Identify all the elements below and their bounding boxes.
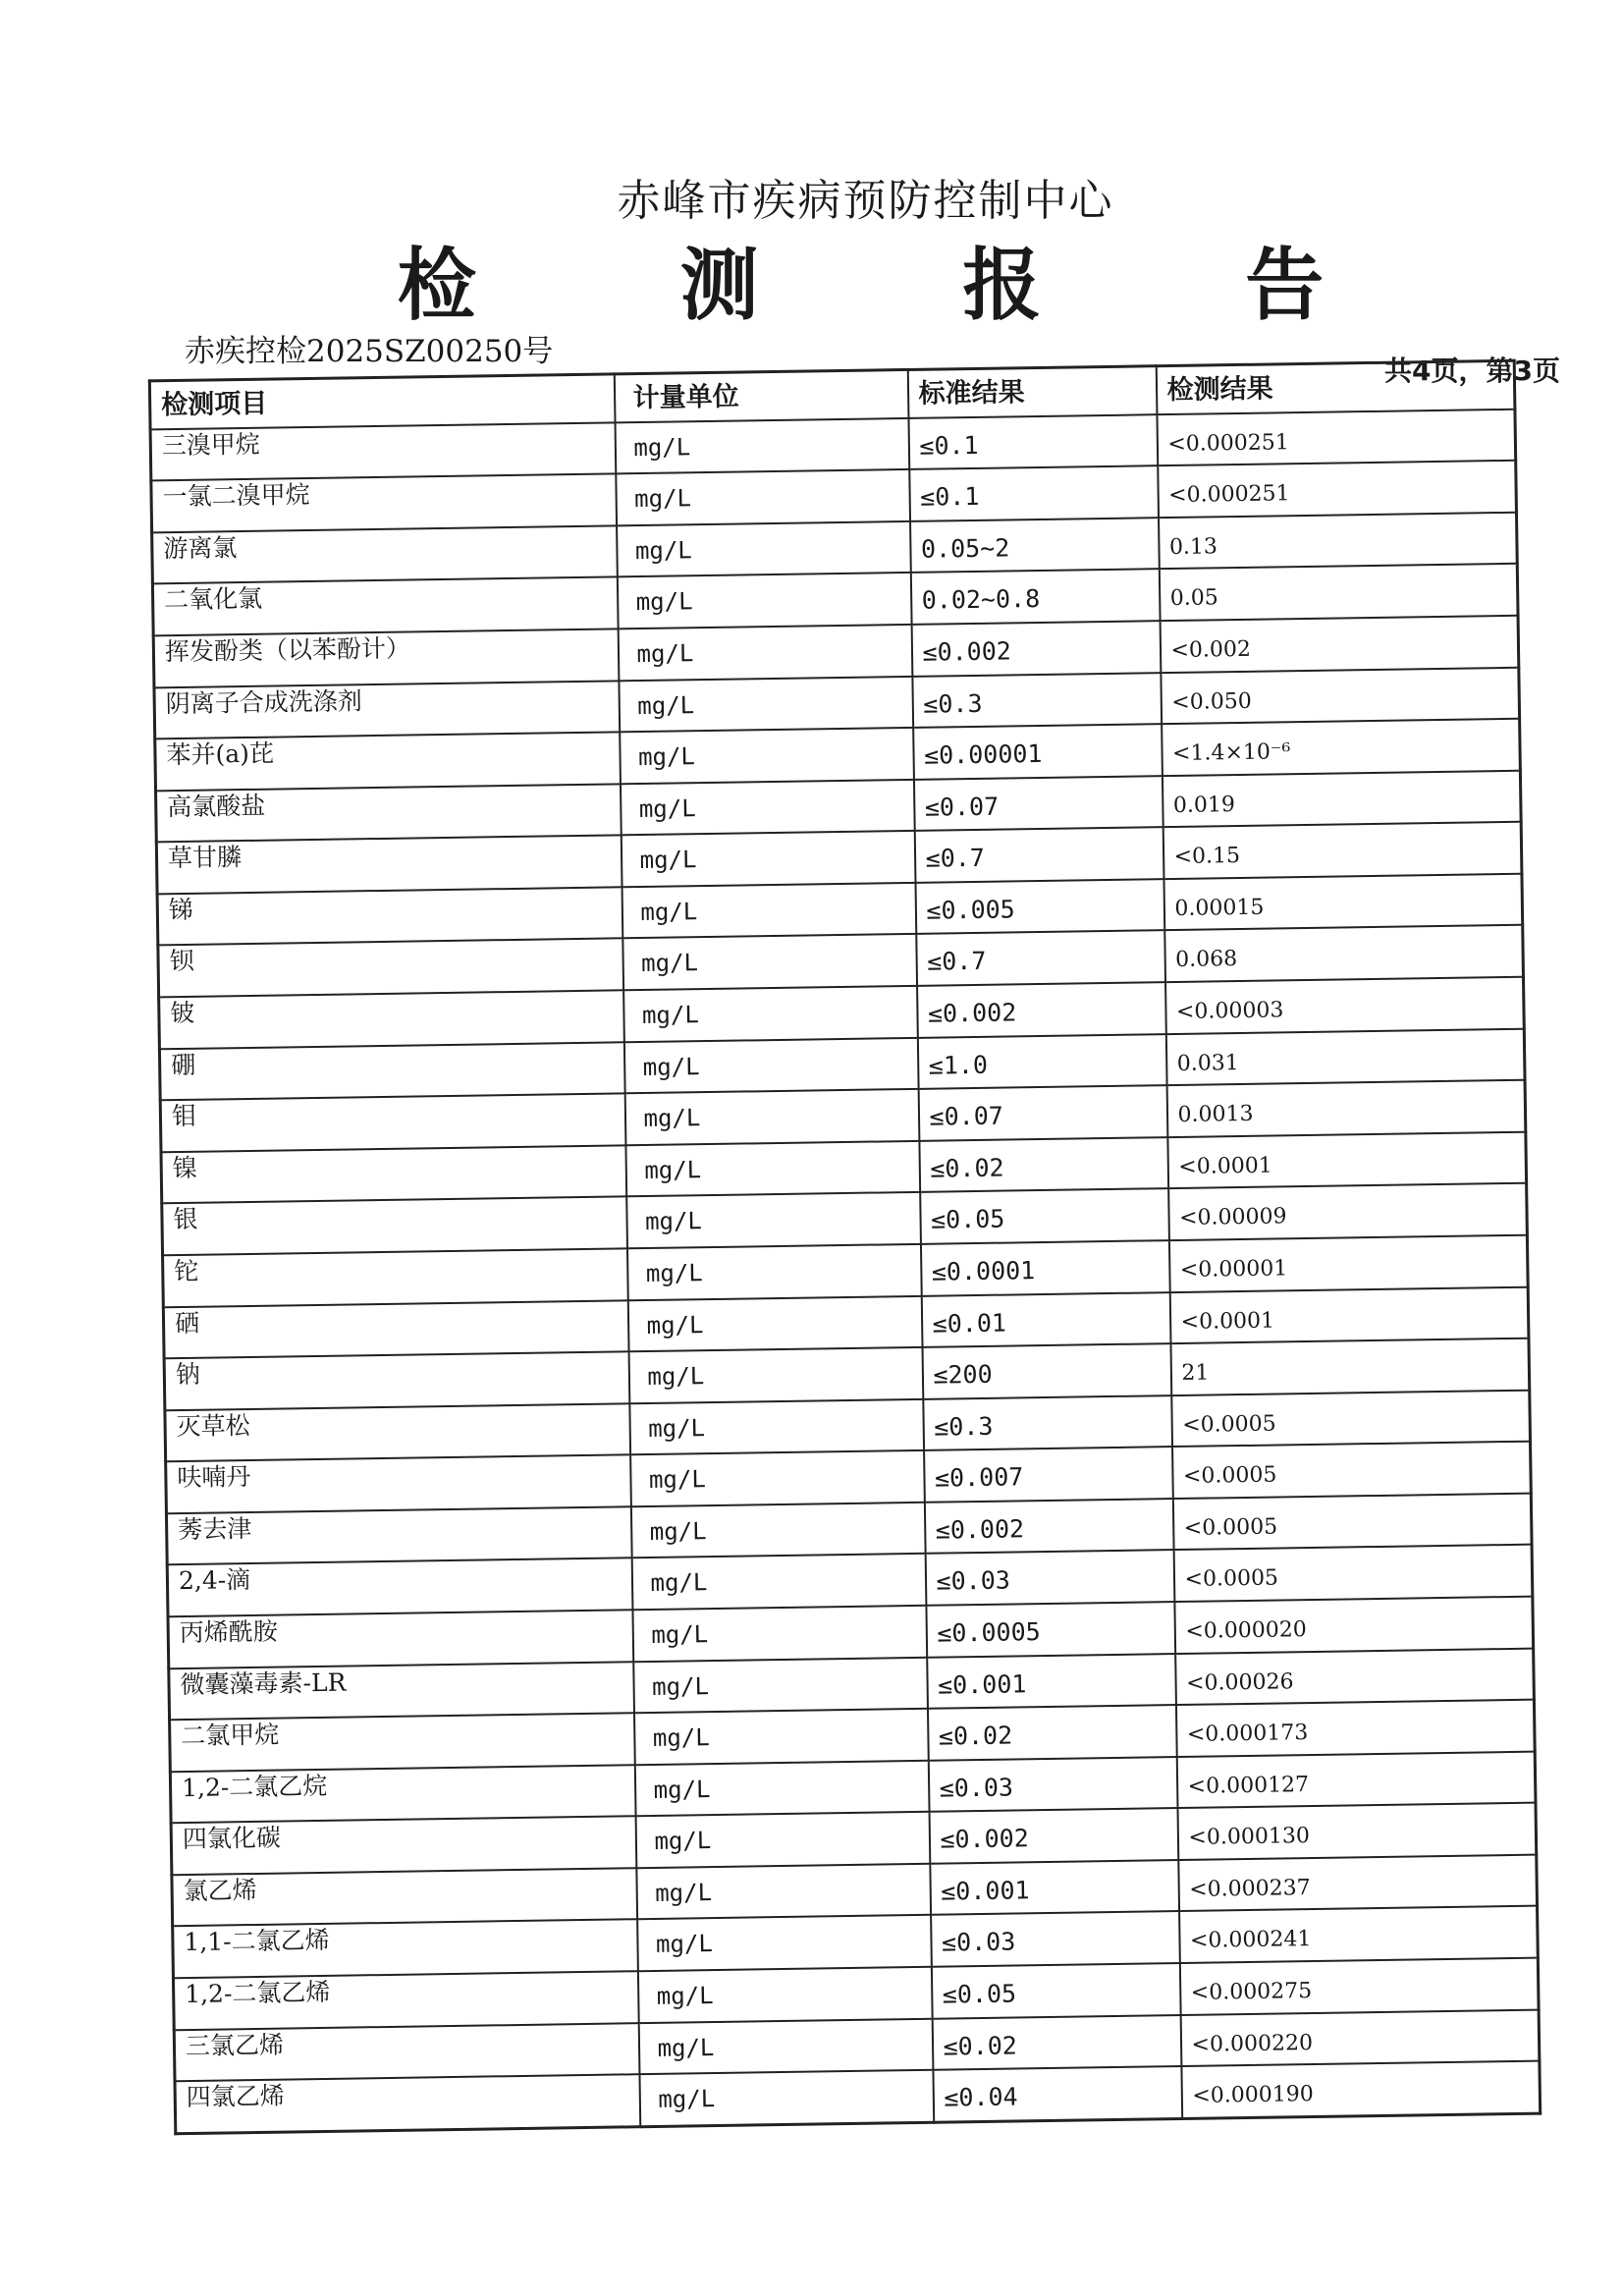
result-cell: <0.00003 xyxy=(1165,977,1525,1034)
test-item-cell: 三溴甲烷 xyxy=(150,422,616,481)
test-item-cell: 苯并(a)芘 xyxy=(155,733,621,792)
result-cell: 0.068 xyxy=(1164,925,1524,982)
test-item-cell: 铍 xyxy=(159,990,624,1049)
unit-cell: mg/L xyxy=(634,1761,929,1817)
result-cell: <0.000127 xyxy=(1176,1751,1536,1808)
test-item-cell: 一氯二溴甲烷 xyxy=(151,474,617,533)
unit-cell: mg/L xyxy=(628,1347,923,1403)
unit-cell: mg/L xyxy=(639,2070,934,2127)
unit-cell: mg/L xyxy=(630,1503,925,1558)
test-item-cell: 灭草松 xyxy=(165,1403,630,1462)
standard-cell: ≤0.01 xyxy=(921,1292,1170,1347)
test-item-cell: 莠去津 xyxy=(166,1506,631,1565)
standard-cell: ≤0.07 xyxy=(913,776,1163,831)
result-cell: <0.00001 xyxy=(1168,1235,1528,1292)
test-item-cell: 二氯甲烷 xyxy=(170,1713,635,1772)
unit-cell: mg/L xyxy=(623,1038,918,1094)
unit-cell: mg/L xyxy=(622,934,917,990)
result-cell: <0.00026 xyxy=(1175,1648,1535,1705)
standard-cell: ≤200 xyxy=(922,1343,1171,1398)
test-item-cell: 四氯化碳 xyxy=(171,1817,636,1876)
unit-cell: mg/L xyxy=(620,728,914,784)
standard-cell: ≤0.03 xyxy=(928,1757,1177,1812)
test-item-cell: 锑 xyxy=(157,887,622,946)
unit-cell: mg/L xyxy=(623,986,918,1042)
test-item-cell: 游离氯 xyxy=(152,525,618,584)
standard-cell: ≤0.0005 xyxy=(926,1602,1175,1657)
test-item-cell: 挥发酚类（以苯酚计） xyxy=(153,629,619,687)
unit-cell: mg/L xyxy=(622,883,916,939)
test-item-cell: 2,4-滴 xyxy=(167,1558,632,1617)
standard-cell: ≤0.05 xyxy=(931,1963,1180,2018)
test-item-cell: 镍 xyxy=(161,1145,626,1204)
standard-cell: ≤0.1 xyxy=(908,414,1158,469)
test-item-cell: 草甘膦 xyxy=(156,836,622,895)
unit-cell: mg/L xyxy=(620,780,914,836)
unit-cell: mg/L xyxy=(638,2018,933,2074)
result-cell: <0.0005 xyxy=(1173,1545,1533,1602)
standard-cell: ≤0.0001 xyxy=(920,1240,1169,1295)
unit-cell: mg/L xyxy=(616,469,910,525)
result-cell: 0.00015 xyxy=(1163,874,1523,931)
standard-cell: 0.05~2 xyxy=(910,518,1160,573)
standard-cell: ≤0.002 xyxy=(924,1499,1173,1554)
unit-cell: mg/L xyxy=(627,1295,922,1351)
standard-cell: ≤0.3 xyxy=(923,1395,1172,1450)
standard-cell: ≤0.3 xyxy=(912,673,1162,728)
standard-cell: ≤0.002 xyxy=(911,621,1161,676)
standard-cell: ≤0.02 xyxy=(927,1705,1176,1760)
unit-cell: mg/L xyxy=(619,676,913,732)
standard-cell: ≤0.005 xyxy=(915,879,1164,934)
result-cell: <0.0005 xyxy=(1172,1442,1532,1499)
header-result: 检测结果 xyxy=(1156,360,1515,414)
test-item-cell: 丙烯酰胺 xyxy=(168,1610,633,1668)
test-item-cell: 1,1-二氯乙烯 xyxy=(173,1920,638,1979)
result-cell: 0.019 xyxy=(1162,770,1521,827)
result-cell: <0.000275 xyxy=(1179,1958,1539,2015)
test-item-cell: 银 xyxy=(162,1197,627,1256)
result-cell: <0.0005 xyxy=(1171,1390,1531,1447)
standard-cell: ≤0.7 xyxy=(914,827,1163,882)
result-cell: 21 xyxy=(1170,1339,1530,1395)
header-standard: 标准结果 xyxy=(907,366,1157,418)
unit-cell: mg/L xyxy=(626,1192,921,1248)
result-cell: <0.000130 xyxy=(1177,1803,1537,1860)
result-cell: <0.000020 xyxy=(1174,1597,1534,1654)
test-item-cell: 阴离子合成洗涤剂 xyxy=(154,681,620,739)
result-cell: <0.000241 xyxy=(1179,1906,1539,1963)
standard-cell: ≤0.002 xyxy=(929,1808,1178,1863)
unit-cell: mg/L xyxy=(637,1967,932,2023)
report-number: 赤疾控检2025SZ00250号 xyxy=(185,334,554,369)
result-cell: <0.000251 xyxy=(1157,409,1516,465)
standard-cell: 0.02~0.8 xyxy=(910,570,1160,625)
test-item-cell: 钼 xyxy=(160,1094,625,1153)
standard-cell: ≤0.001 xyxy=(927,1654,1176,1709)
test-item-cell: 微囊藻毒素-LR xyxy=(169,1662,634,1721)
result-cell: <0.002 xyxy=(1160,616,1519,673)
unit-cell: mg/L xyxy=(631,1554,926,1610)
result-cell: <0.00009 xyxy=(1168,1183,1528,1240)
unit-cell: mg/L xyxy=(634,1709,929,1765)
unit-cell: mg/L xyxy=(617,521,911,577)
results-table-body xyxy=(149,360,1540,2133)
results-table xyxy=(148,359,1542,2135)
standard-cell: ≤0.007 xyxy=(924,1447,1173,1502)
organization-name: 赤峰市疾病预防控制中心 xyxy=(617,176,1114,226)
result-cell: <0.050 xyxy=(1161,667,1520,724)
unit-cell: mg/L xyxy=(621,831,915,887)
standard-cell: ≤0.002 xyxy=(917,982,1166,1037)
result-cell: <0.000173 xyxy=(1175,1700,1535,1757)
standard-cell: ≤0.1 xyxy=(909,465,1159,520)
header-item: 检测项目 xyxy=(149,374,615,429)
result-cell: <0.0005 xyxy=(1172,1493,1532,1550)
unit-cell: mg/L xyxy=(633,1657,928,1713)
standard-cell: ≤0.05 xyxy=(920,1188,1169,1243)
result-cell: 0.13 xyxy=(1159,513,1518,570)
result-cell: 0.031 xyxy=(1165,1028,1525,1085)
result-cell: <1.4×10⁻⁶ xyxy=(1162,719,1521,776)
result-cell: <0.0001 xyxy=(1169,1286,1529,1343)
header-unit: 计量单位 xyxy=(614,369,908,422)
unit-cell: mg/L xyxy=(618,625,912,681)
standard-cell: ≤0.02 xyxy=(932,2015,1181,2070)
test-item-cell: 呋喃丹 xyxy=(166,1455,631,1514)
test-item-cell: 硼 xyxy=(159,1042,624,1101)
unit-cell: mg/L xyxy=(636,1864,931,1920)
test-item-cell: 二氧化氯 xyxy=(152,577,618,636)
standard-cell: ≤1.0 xyxy=(917,1034,1166,1089)
test-item-cell: 硒 xyxy=(163,1300,628,1359)
test-item-cell: 三氯乙烯 xyxy=(174,2023,639,2082)
standard-cell: ≤0.07 xyxy=(918,1085,1167,1140)
test-item-cell: 钠 xyxy=(164,1351,629,1410)
result-cell: 0.0013 xyxy=(1166,1080,1526,1137)
test-item-cell: 铊 xyxy=(163,1248,628,1307)
unit-cell: mg/L xyxy=(626,1244,921,1300)
unit-cell: mg/L xyxy=(629,1399,924,1455)
unit-cell: mg/L xyxy=(615,418,909,474)
result-cell: <0.000237 xyxy=(1178,1854,1538,1911)
result-cell: <0.000251 xyxy=(1158,461,1517,518)
unit-cell: mg/L xyxy=(637,1915,932,1971)
result-cell: <0.000220 xyxy=(1180,2009,1540,2066)
result-cell: <0.0001 xyxy=(1167,1131,1527,1188)
unit-cell: mg/L xyxy=(617,573,911,629)
test-item-cell: 1,2-二氯乙烯 xyxy=(173,1971,638,2030)
result-cell: <0.15 xyxy=(1163,822,1522,879)
standard-cell: ≤0.02 xyxy=(919,1137,1168,1192)
unit-cell: mg/L xyxy=(625,1141,920,1197)
unit-cell: mg/L xyxy=(635,1812,930,1868)
test-item-cell: 钡 xyxy=(158,939,623,998)
standard-cell: ≤0.001 xyxy=(930,1860,1179,1915)
test-item-cell: 高氯酸盐 xyxy=(156,784,622,843)
standard-cell: ≤0.04 xyxy=(933,2066,1182,2122)
test-item-cell: 氯乙烯 xyxy=(172,1868,637,1927)
standard-cell: ≤0.7 xyxy=(916,931,1165,986)
unit-cell: mg/L xyxy=(630,1450,925,1506)
standard-cell: ≤0.03 xyxy=(925,1550,1174,1605)
page-indicator: 共4页，第3页 xyxy=(1384,355,1560,387)
standard-cell: ≤0.03 xyxy=(931,1911,1180,1966)
test-item-cell: 四氯乙烯 xyxy=(175,2074,640,2133)
result-cell: 0.05 xyxy=(1159,564,1518,621)
standard-cell: ≤0.00001 xyxy=(913,724,1163,779)
unit-cell: mg/L xyxy=(624,1089,919,1145)
document-title: 检 测 报 告 xyxy=(397,240,1413,331)
test-item-cell: 1,2-二氯乙烷 xyxy=(170,1765,635,1824)
result-cell: <0.000190 xyxy=(1181,2061,1541,2119)
unit-cell: mg/L xyxy=(632,1606,927,1662)
